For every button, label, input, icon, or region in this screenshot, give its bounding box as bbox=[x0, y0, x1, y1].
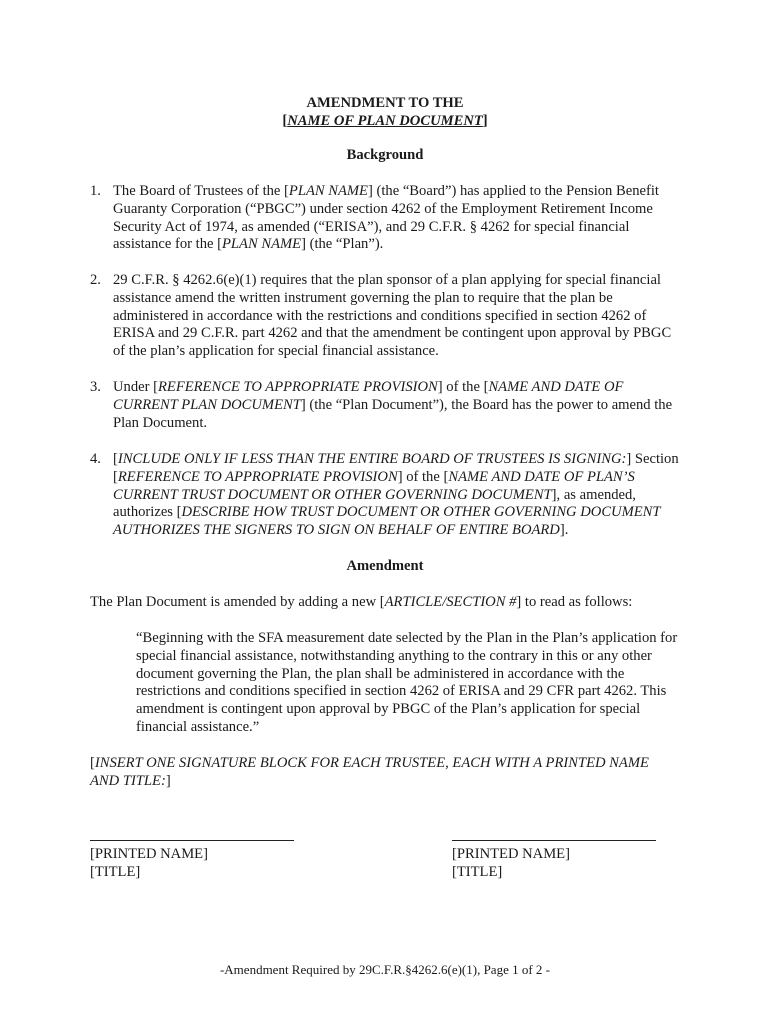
placeholder-text: PLAN NAME bbox=[222, 236, 302, 253]
text-run: ] of the [ bbox=[437, 379, 489, 395]
text-run: 29 C.F.R. § 4262.6(e)(1) requires that the plan sponsor of a plan applying for special financial assistance amend the written instrument governing the plan to require that the plan be administered in accordance with the restrictions and conditions specified in section 4262 of ERISA and 29 C.F.R. part 4262 and that the amendment be contingent upon approval by PBGC of the plan’s application for special financial assistance. bbox=[113, 272, 672, 360]
placeholder-text: ARTICLE/SECTION # bbox=[384, 594, 517, 610]
text-run: ] to read as follows: bbox=[516, 594, 633, 610]
text-run: ] Section [ bbox=[113, 451, 679, 485]
title-bracket-close: ] bbox=[482, 113, 488, 129]
numbered-item bbox=[90, 379, 680, 432]
item-text bbox=[113, 272, 680, 361]
title-plan-document-name: NAME OF PLAN DOCUMENT bbox=[287, 113, 483, 129]
text-run: The Board of Trustees of the [ bbox=[113, 183, 289, 199]
placeholder-text: REFERENCE TO APPROPRIATE PROVISION bbox=[157, 379, 438, 395]
page-footer: -Amendment Required by 29C.F.R.§4262.6(e)(1), Page 1 of 2 - bbox=[219, 962, 551, 977]
signer-title: [TITLE] bbox=[452, 863, 503, 880]
text-run: ] (the “Plan”). bbox=[301, 236, 384, 253]
title-line-2 bbox=[0, 112, 770, 130]
document-title bbox=[0, 94, 770, 130]
title-bracket-open: [ bbox=[282, 113, 288, 129]
text-run: The Plan Document is amended by adding a new [ bbox=[90, 594, 385, 610]
text-run: ] (the “Board”) has applied to the Pension Benefit Guaranty Corporation (“PBGC”) under section 4262 of the Employment Retirement Income Security Act of 1974, as amended (“ERISA”), and 29 C.F.R. § 4262 for special financial assistance for the [ bbox=[113, 183, 659, 253]
signature-line bbox=[90, 840, 294, 841]
item-number: 1. bbox=[90, 183, 101, 199]
placeholder-text: INCLUDE ONLY IF LESS THAN THE ENTIRE BOARD OF TRUSTEES IS SIGNING: bbox=[117, 451, 627, 467]
text-run: ] (the “Plan Document”), the Board has the power to amend the Plan Document. bbox=[113, 396, 673, 431]
item-text bbox=[113, 379, 680, 432]
item-number: 2. bbox=[90, 272, 101, 288]
title-line-1: AMENDMENT TO THE bbox=[306, 95, 464, 111]
text-run: [ bbox=[113, 451, 118, 467]
text-run: ] of the [ bbox=[397, 468, 449, 485]
placeholder-text: PLAN NAME bbox=[288, 183, 368, 199]
signature-block bbox=[90, 828, 310, 882]
numbered-item bbox=[90, 272, 680, 361]
text-run: Under [ bbox=[113, 379, 158, 395]
signer-title: [TITLE] bbox=[90, 863, 141, 880]
amendment-quote: “Beginning with the SFA measurement date selected by the Plan in the Plan’s application for special financial assistance, notwithstanding anything to the contrary in this or any other document governing the Plan, the plan shall be administered in accordance with the restrictions and conditions specified in section 4262 of ERISA and 29 CFR part 4262. This amendment is contingent upon approval by PBGC of the Plan’s application for special financial assistance.” bbox=[136, 630, 678, 735]
numbered-item bbox=[90, 451, 680, 540]
signature-instruction bbox=[90, 755, 680, 791]
signature-line bbox=[452, 840, 656, 841]
item-number: 3. bbox=[90, 379, 101, 395]
placeholder-text: DESCRIBE HOW TRUST DOCUMENT OR OTHER GOVERNING DOCUMENT AUTHORIZES THE SIGNERS TO SIGN ON BEHALF OF ENTIRE BOARD bbox=[113, 504, 661, 539]
amendment-intro bbox=[90, 594, 680, 612]
background-heading: Background bbox=[346, 147, 424, 163]
text-run: ]. bbox=[559, 522, 569, 539]
placeholder-text: INSERT ONE SIGNATURE BLOCK FOR EACH TRUSTEE, EACH WITH A PRINTED NAME AND TITLE: bbox=[90, 755, 649, 789]
item-number: 4. bbox=[90, 451, 101, 467]
text-run: ] bbox=[165, 772, 171, 789]
placeholder-text: REFERENCE TO APPROPRIATE PROVISION bbox=[117, 468, 398, 485]
printed-name: [PRINTED NAME] bbox=[90, 846, 208, 862]
text-run: [ bbox=[90, 755, 95, 771]
numbered-item bbox=[90, 183, 680, 254]
signature-block bbox=[452, 828, 672, 882]
item-text bbox=[113, 183, 680, 254]
placeholder-text: NAME AND DATE OF PLAN’S CURRENT TRUST DOCUMENT OR OTHER GOVERNING DOCUMENT bbox=[113, 468, 635, 503]
item-text bbox=[113, 451, 680, 540]
amendment-heading: Amendment bbox=[346, 558, 424, 574]
text-run: ], as amended, authorizes [ bbox=[113, 486, 636, 521]
printed-name: [PRINTED NAME] bbox=[452, 846, 570, 862]
placeholder-text: NAME AND DATE OF CURRENT PLAN DOCUMENT bbox=[113, 379, 624, 413]
